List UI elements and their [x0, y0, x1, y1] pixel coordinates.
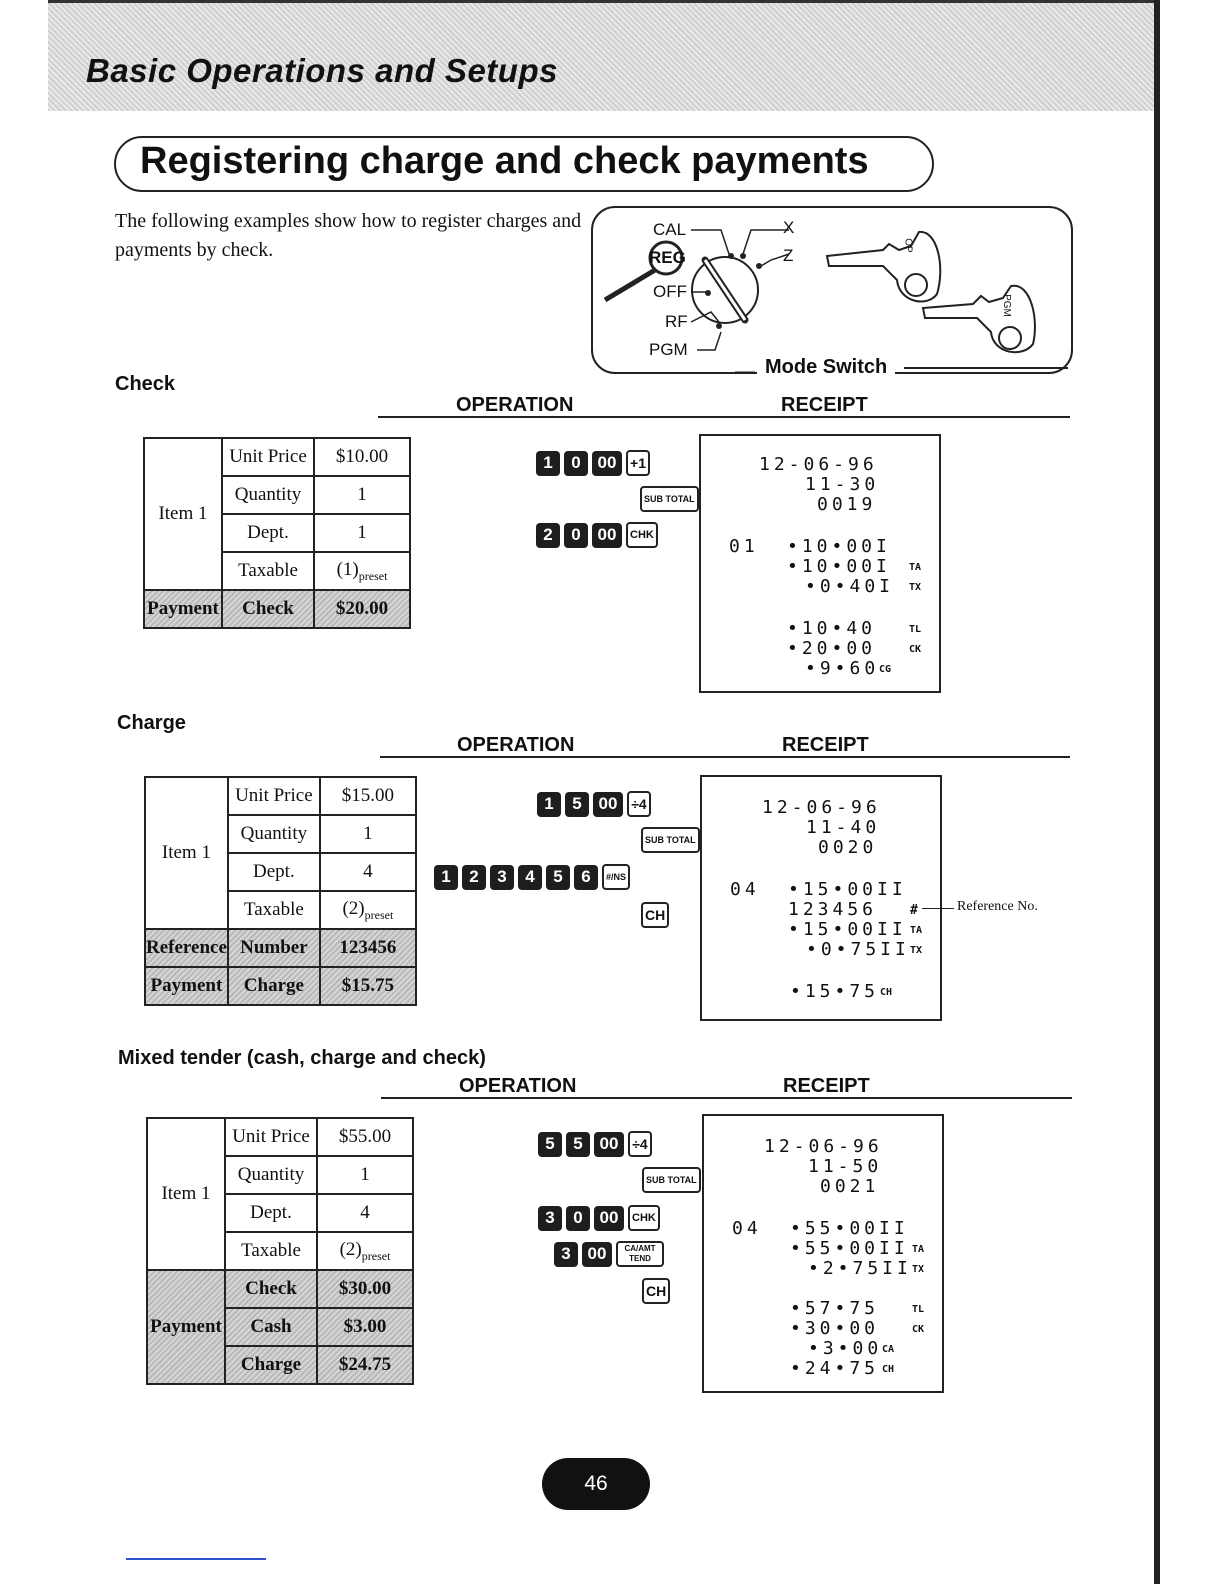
op-step [536, 450, 650, 476]
reference-label: Reference [145, 929, 228, 967]
table-row [147, 1270, 413, 1308]
payment-type: Charge [228, 967, 320, 1005]
intro-text: The following examples show how to register charges and payments by check. [115, 210, 582, 261]
row-value: $(2)_{preset}$ [317, 1232, 413, 1270]
row-label: Unit Price [222, 438, 314, 476]
row-label: Taxable [228, 891, 320, 929]
row-label: Taxable [222, 552, 314, 590]
row-value: $55.00 [317, 1118, 413, 1156]
key-1[interactable]: 1 [434, 865, 458, 890]
receipt-heading: RECEIPT [783, 1075, 870, 1097]
row-value: $15.00 [320, 777, 416, 815]
item-table-check [143, 437, 411, 629]
section-rule [378, 416, 1070, 418]
payment-amount: $15.75 [320, 967, 416, 1005]
receipt-line: •9•60 [805, 658, 880, 679]
receipt-date: 12-06-96 [764, 1136, 883, 1157]
receipt-reference: 123456 [788, 899, 878, 920]
key-1[interactable]: 1 [537, 792, 561, 817]
check-key[interactable]: CHK [628, 1205, 660, 1231]
page-title: Registering charge and check payments [140, 140, 869, 182]
receipt-line: •2•75II [808, 1258, 912, 1279]
payment-type: Check [222, 590, 314, 628]
charge-key[interactable]: CH [641, 902, 669, 928]
table-row [145, 967, 416, 1005]
receipt-line: •10•00I [787, 536, 891, 557]
receipt-line: •55•00II [790, 1218, 909, 1239]
table-row [147, 1118, 413, 1156]
charge-key[interactable]: CH [642, 1278, 670, 1304]
receipt-symbol: TA [909, 562, 922, 573]
payment-type: Charge [225, 1346, 317, 1384]
receipt-line: •0•75II [806, 939, 910, 960]
receipt-dept: 04 [730, 879, 760, 900]
row-label: Unit Price [228, 777, 320, 815]
reference-leader [922, 908, 954, 909]
payment-type: Cash [225, 1308, 317, 1346]
key-2[interactable]: 2 [536, 523, 560, 548]
operation-heading: OPERATION [456, 394, 574, 416]
key-00[interactable]: 00 [594, 1206, 624, 1231]
mode-z: Z [783, 246, 794, 265]
section-title-check: Check [115, 373, 176, 395]
receipt-number: 0020 [818, 837, 878, 858]
receipt-symbol: CA [882, 1344, 895, 1355]
receipt-line: •24•75 [790, 1358, 880, 1379]
receipt-symbol: TX [910, 945, 923, 956]
mode-off: OFF [653, 282, 687, 301]
op-step [536, 522, 658, 548]
item-table-charge [144, 776, 417, 1006]
op-step [642, 1278, 670, 1304]
receipt-symbol: TX [909, 582, 922, 593]
op-key-label: OP [902, 238, 914, 253]
key-6[interactable]: 6 [574, 865, 598, 890]
page-number: 46 [542, 1458, 650, 1510]
dept-1-key[interactable]: +1 [626, 450, 650, 476]
receipt-symbol: CK [909, 644, 922, 655]
section-rule [381, 1097, 1072, 1099]
row-value: $10.00 [314, 438, 410, 476]
item-table-mixed [146, 1117, 414, 1385]
receipt-line: •10•40 [787, 618, 877, 639]
key-00[interactable]: 00 [592, 523, 622, 548]
row-label: Dept. [222, 514, 314, 552]
key-5[interactable]: 5 [566, 1132, 590, 1157]
op-step [554, 1241, 664, 1267]
row-label: Taxable [225, 1232, 317, 1270]
op-step [641, 827, 700, 853]
item-label: Item 1 [147, 1118, 225, 1270]
receipt-line: •55•00II [790, 1238, 909, 1259]
receipt-symbol: TX [912, 1264, 925, 1275]
row-value: 4 [317, 1194, 413, 1232]
key-5[interactable]: 5 [565, 792, 589, 817]
item-label: Item 1 [145, 777, 228, 929]
receipt-number: 0021 [820, 1176, 880, 1197]
mode-switch-panel [591, 206, 1073, 374]
receipt-line: •15•00II [788, 879, 907, 900]
mode-rule [904, 367, 1068, 369]
payment-label: Payment [144, 590, 222, 628]
row-value: 1 [317, 1156, 413, 1194]
row-label: Quantity [222, 476, 314, 514]
cash-amt-tend-key[interactable]: CA/AMT TEND [616, 1241, 664, 1267]
receipt-symbol: CK [912, 1324, 925, 1335]
key-1[interactable]: 1 [536, 451, 560, 476]
header-title: Basic Operations and Setups [86, 52, 558, 89]
subtotal-key[interactable]: SUB TOTAL [641, 827, 700, 853]
receipt-time: 11-30 [805, 474, 880, 495]
receipt-symbol: # [910, 903, 918, 918]
op-step [640, 486, 699, 512]
key-00[interactable]: 00 [592, 451, 622, 476]
receipt-symbol: TA [912, 1244, 925, 1255]
reference-type: Number [228, 929, 320, 967]
row-value: $(2)_{preset}$ [320, 891, 416, 929]
mode-pgm: PGM [649, 340, 688, 359]
pgm-key-label: PGM [1000, 294, 1012, 317]
reference-value: 123456 [320, 929, 416, 967]
table-row [144, 590, 410, 628]
subtotal-key[interactable]: SUB TOTAL [642, 1167, 701, 1193]
non-add-key[interactable]: #/NS [602, 864, 630, 890]
receipt-charge [700, 775, 942, 1021]
mode-rf: RF [665, 312, 688, 331]
receipt-line: •3•00 [808, 1338, 883, 1359]
receipt-line: •10•00I [787, 556, 891, 577]
key-0[interactable]: 0 [564, 523, 588, 548]
page-edge [1154, 0, 1160, 1584]
receipt-check [699, 434, 941, 693]
receipt-symbol: CH [882, 1364, 895, 1375]
receipt-line: •15•00II [788, 919, 907, 940]
receipt-line: •20•00 [787, 638, 877, 659]
key-00[interactable]: 00 [582, 1242, 612, 1267]
receipt-dept: 01 [729, 536, 759, 557]
op-step [538, 1205, 660, 1231]
key-5[interactable]: 5 [546, 865, 570, 890]
receipt-line: •0•40I [805, 576, 895, 597]
key-2[interactable]: 2 [462, 865, 486, 890]
key-3[interactable]: 3 [490, 865, 514, 890]
key-4[interactable]: 4 [518, 865, 542, 890]
subtotal-key[interactable]: SUB TOTAL [640, 486, 699, 512]
op-step [642, 1167, 701, 1193]
section-title-charge: Charge [117, 712, 186, 734]
payment-amount: $20.00 [314, 590, 410, 628]
row-label: Quantity [225, 1156, 317, 1194]
payment-label: Payment [145, 967, 228, 1005]
key-3[interactable]: 3 [554, 1242, 578, 1267]
payment-label: Payment [147, 1270, 225, 1384]
table-row [145, 929, 416, 967]
receipt-symbol: TL [909, 624, 922, 635]
row-value: 1 [314, 476, 410, 514]
payment-amount: $30.00 [317, 1270, 413, 1308]
receipt-date: 12-06-96 [759, 454, 878, 475]
op-step [641, 902, 669, 928]
footer-rule [126, 1558, 266, 1560]
table-row [144, 438, 410, 476]
key-0[interactable]: 0 [566, 1206, 590, 1231]
check-key[interactable]: CHK [626, 522, 658, 548]
receipt-line: •15•75 [790, 981, 880, 1002]
receipt-dept: 04 [732, 1218, 762, 1239]
mode-cal: CAL [653, 220, 687, 239]
key-5[interactable]: 5 [538, 1132, 562, 1157]
key-3[interactable]: 3 [538, 1206, 562, 1231]
key-0[interactable]: 0 [564, 451, 588, 476]
op-step [537, 791, 651, 817]
op-step [538, 1131, 652, 1157]
key-00[interactable]: 00 [594, 1132, 624, 1157]
payment-amount: $3.00 [317, 1308, 413, 1346]
payment-type: Check [225, 1270, 317, 1308]
table-row [145, 777, 416, 815]
section-rule [380, 756, 1070, 758]
dept-4-key[interactable]: ÷4 [627, 791, 651, 817]
op-step [434, 864, 630, 890]
section-title-mixed: Mixed tender (cash, charge and check) [118, 1047, 486, 1069]
receipt-number: 0019 [817, 494, 877, 515]
operation-heading: OPERATION [457, 734, 575, 756]
mode-x: X [783, 218, 795, 237]
mode-reg: REG [649, 248, 686, 267]
receipt-time: 11-50 [808, 1156, 883, 1177]
row-value: 1 [314, 514, 410, 552]
receipt-line: •30•00 [790, 1318, 880, 1339]
dept-4-key[interactable]: ÷4 [628, 1131, 652, 1157]
receipt-time: 11-40 [806, 817, 881, 838]
receipt-line: •57•75 [790, 1298, 880, 1319]
row-label: Quantity [228, 815, 320, 853]
receipt-date: 12-06-96 [762, 797, 881, 818]
row-value: 1 [320, 815, 416, 853]
receipt-mixed [702, 1114, 944, 1393]
reference-note: Reference No. [957, 899, 1038, 914]
receipt-symbol: TL [912, 1304, 925, 1315]
receipt-heading: RECEIPT [782, 734, 869, 756]
row-label: Dept. [225, 1194, 317, 1232]
row-label: Dept. [228, 853, 320, 891]
payment-amount: $24.75 [317, 1346, 413, 1384]
receipt-symbol: CG [879, 664, 892, 675]
receipt-heading: RECEIPT [781, 394, 868, 416]
mode-switch-label: Mode Switch [757, 356, 895, 379]
row-value: 4 [320, 853, 416, 891]
item-label: Item 1 [144, 438, 222, 590]
row-label: Unit Price [225, 1118, 317, 1156]
key-00[interactable]: 00 [593, 792, 623, 817]
receipt-symbol: TA [910, 925, 923, 936]
receipt-symbol: CH [880, 987, 893, 998]
operation-heading: OPERATION [459, 1075, 577, 1097]
row-value: $(1)_{preset}$ [314, 552, 410, 590]
